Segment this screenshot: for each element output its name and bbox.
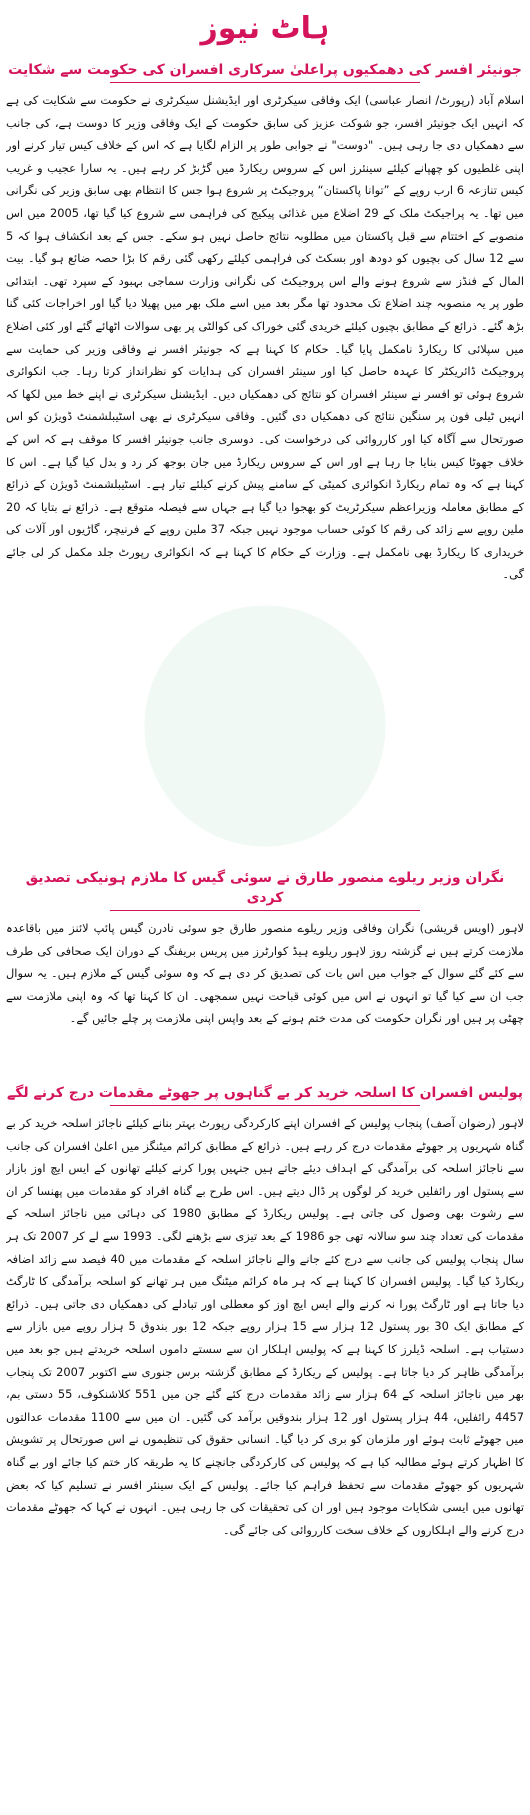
headline-underline xyxy=(110,1105,421,1106)
headline-underline xyxy=(110,82,421,83)
article-headline-text: جونیئر افسر کی دھمکیوں پراعلیٰ سرکاری افسران کی حکومت سے شکایت xyxy=(8,62,522,78)
article-body: اسلام آباد (رپورٹ/ انصار عباسی) ایک وفاقی سیکرٹری اور ایڈیشنل سیکرٹری نے حکومت سے شکایت کی ہے کہ انہیں ایک جونیئر افسر، جو شوکت عزیز کی سابق حکومت کے ایک وفاقی وزیر کا دوست ہے، کی جانب سے دھمکیاں دی جا رہی ہیں۔ "دوست" نے جوابی طور پر الزام لگایا ہے کہ اس کے خلاف کیس تیار کرنے اور اپنی غلطیوں کو چھپانے کیلئے سینئرز اس کے سروس ریکارڈ میں گڑبڑ کر رہے ہیں۔ یہ سارا عجیب و غریب کیس تنازعہ 6 ارب روپے کے ”توانا پاکستان“ پروجیکٹ پر شروع ہوا جس کا انتظام بھی سابق وزیر کی نگرانی میں تھا۔ یہ پراجیکٹ ملک کے 29 اضلاع میں غذائی پیکیج کی فراہمی سے شروع کیا گیا تھا، 2005 میں اس منصوبے کے اختتام سے قبل پاکستان میں مطلوبہ نتائج حاصل نہیں ہو سکے۔ جس کے بعد انکشاف ہوا کہ 5 سے 12 سال کی بچیوں کو دودھ اور بسکٹ کی فراہمی کیلئے رکھی گئی رقم کا بڑا حصہ ضائع ہو گیا۔ بیت المال کے فنڈز سے شروع ہونے والے اس پروجیکٹ کی نگرانی وزارت سماجی بہبود کے سپرد تھی۔ ابتدائی طور پر یہ منصوبہ چند اضلاع تک محدود تھا مگر بعد میں اسے ملک بھر میں پھیلا دیا گیا اور اخراجات کئی گنا بڑھ گئے۔ ذرائع کے مطابق بچیوں کیلئے خریدی گئی خوراک کی کوالٹی پر بھی سوالات اٹھائے گئے اور کئی اضلاع میں سپلائی کا ریکارڈ نامکمل پایا گیا۔ حکام کا کہنا ہے کہ جونیئر افسر نے وفاقی وزیر کی حمایت سے پروجیکٹ ڈائریکٹر کا عہدہ حاصل کیا اور سینئر افسران کی ہدایات کو نظرانداز کرتا رہا۔ جب انکوائری شروع ہوئی تو افسر نے سینئر افسران کو نتائج کی دھمکیاں دیں۔ ایڈیشنل سیکرٹری نے اپنے خط میں لکھا کہ انہیں ٹیلی فون پر سنگین نتائج کی دھمکیاں دی گئیں۔ وفاقی سیکرٹری نے بھی اسٹیبلشمنٹ ڈویژن کو اس صورتحال سے آگاہ کیا اور کارروائی کی درخواست کی۔ دوسری جانب جونیئر افسر کا موقف ہے کہ اس کے خلاف جھوٹا کیس بنایا جا رہا ہے اور اس کے سروس ریکارڈ میں جان بوجھ کر رد و بدل کیا گیا ہے۔ اس کا کہنا ہے کہ وہ تمام ریکارڈ انکوائری کمیٹی کے سامنے پیش کرنے کیلئے تیار ہے۔ اسٹیبلشمنٹ ڈویژن کے ذرائع کے مطابق معاملہ وزیراعظم سیکرٹریٹ کو بھجوا دیا گیا ہے جہاں سے فیصلہ متوقع ہے۔ ذرائع نے بتایا کہ 20 ملین روپے سے زائد کی رقم کا کوئی حساب موجود نہیں جبکہ 37 ملین روپے کے فرنیچر، گاڑیوں اور آلات کی خریداری کا ریکارڈ بھی نامکمل ہے۔ وزارت کے حکام کا کہنا ہے کہ انکوائری رپورٹ جلد مکمل کر لی جائے گی۔ xyxy=(6,93,524,582)
article-headline-text: پولیس افسران کا اسلحہ خرید کر بے گناہوں پر جھوٹے مقدمات درج کرنے لگے xyxy=(7,1085,523,1101)
article-body: لاہور (اویس قریشی) نگران وفاقی وزیر ریلوے منصور طارق جو سوئی نادرن گیس پائپ لائنز میں باقاعدہ ملازمت کرتے ہیں نے گزشتہ روز لاہور ریلوے ہیڈ کوارٹرز میں پریس بریفنگ کے دوران ایک صحافی کی طرف سے کئے گئے سوال کے جواب میں اس بات کی تصدیق کر دی ہے کہ وہ سوئی گیس کے ملازم ہیں۔ یہ سوال جب ان سے کیا گیا تو انہوں نے اس میں کوئی قباحت نہیں سمجھی۔ ان کا کہنا تھا کہ وہ اپنی ملازمت سے چھٹی پر ہیں اور نگران حکومت کی مدت ختم ہونے کے بعد واپس اپنی ملازمت پر چلے جائیں گے۔ xyxy=(6,921,524,1026)
article-headline xyxy=(6,60,524,85)
article-officer-threats xyxy=(6,60,524,862)
article-body: لاہور (رضوان آصف) پنجاب پولیس کے افسران اپنے کارکردگی رپورٹ بہتر بنانے کیلئے ناجائز اسلحہ خرید کر بے گناہ شہریوں پر جھوٹے مقدمات درج کر رہے ہیں۔ ذرائع کے مطابق کرائم میٹنگز میں اعلیٰ افسران کی جانب سے ناجائز اسلحہ کی برآمدگی کے اہداف دیئے جاتے ہیں جنہیں پورا کرنے کیلئے تھانوں کے ایس ایچ اوز بازار سے پستول اور رائفلیں خرید کر لوگوں پر ڈال دیتے ہیں۔ اس طرح بے گناہ افراد کو مقدمات میں پھنسا کر ان سے رشوت بھی وصول کی جاتی ہے۔ پولیس ریکارڈ کے مطابق 1980 کی دہائی میں ناجائز اسلحہ کے مقدمات کی تعداد چند سو سالانہ تھی جو 1986 کے بعد تیزی سے بڑھنے لگی۔ 1993 سے لے کر 2007 تک ہر سال پنجاب پولیس کی جانب سے درج کئے جانے والے ناجائز اسلحہ کے مقدمات میں 40 فیصد سے زائد اضافہ ریکارڈ کیا گیا۔ پولیس افسران کا کہنا ہے کہ ہر ماہ کرائم میٹنگ میں ہر تھانے کو اسلحہ برآمدگی کا ٹارگٹ دیا جاتا ہے اور ٹارگٹ پورا نہ کرنے والے ایس ایچ اوز کو معطلی اور تبادلے کی دھمکیاں دی جاتی ہیں۔ ذرائع کے مطابق ایک 30 بور پستول 12 ہزار سے 15 ہزار روپے جبکہ 12 بور بندوق 5 ہزار روپے میں بازار سے دستیاب ہے۔ اسلحہ ڈیلرز کا کہنا ہے کہ پولیس اہلکار ان سے سستے داموں اسلحہ خریدتے ہیں جو بعد میں برآمدگی ظاہر کر دیا جاتا ہے۔ پولیس کے ریکارڈ کے مطابق گزشتہ برس جنوری سے اکتوبر 2007 تک پنجاب بھر میں ناجائز اسلحہ کے 64 ہزار سے زائد مقدمات درج کئے گئے جن میں 551 کلاشنکوف، 55 دستی بم، 4457 رائفلیں، 44 ہزار پستول اور 12 ہزار بندوقیں برآمد کی گئیں۔ ان میں سے 1100 مقدمات عدالتوں میں جھوٹے ثابت ہوئے اور ملزمان کو بری کر دیا گیا۔ انسانی حقوق کی تنظیموں نے اس صورتحال پر تشویش کا اظہار کرتے ہوئے مطالبہ کیا ہے کہ پولیس کی کارکردگی جانچنے کا یہ طریقہ کار ختم کیا جائے اور بے گناہ شہریوں کو جھوٹے مقدمات سے تحفظ فراہم کیا جائے۔ پولیس کے ایک سینئر افسر نے تسلیم کیا کہ بعض تھانوں میں ایسی شکایات موجود ہیں اور ان کی تحقیقات کی جا رہی ہیں۔ انہوں نے کہا کہ جھوٹے مقدمات درج کرنے والے اہلکاروں کے خلاف سخت کارروائی کی جائے گی۔ xyxy=(6,1116,524,1537)
article-headline-text: نگران وزیر ریلوے منصور طارق نے سوئی گیس کا ملازم ہونیکی تصدیق کردی xyxy=(25,870,505,906)
article-headline xyxy=(6,1083,524,1108)
headline-underline xyxy=(110,910,421,911)
article-railway-minister xyxy=(6,868,524,1077)
article-police-false-cases xyxy=(6,1083,524,1815)
masthead-title: ہاٹ نیوز xyxy=(200,11,330,46)
article-headline xyxy=(6,868,524,913)
